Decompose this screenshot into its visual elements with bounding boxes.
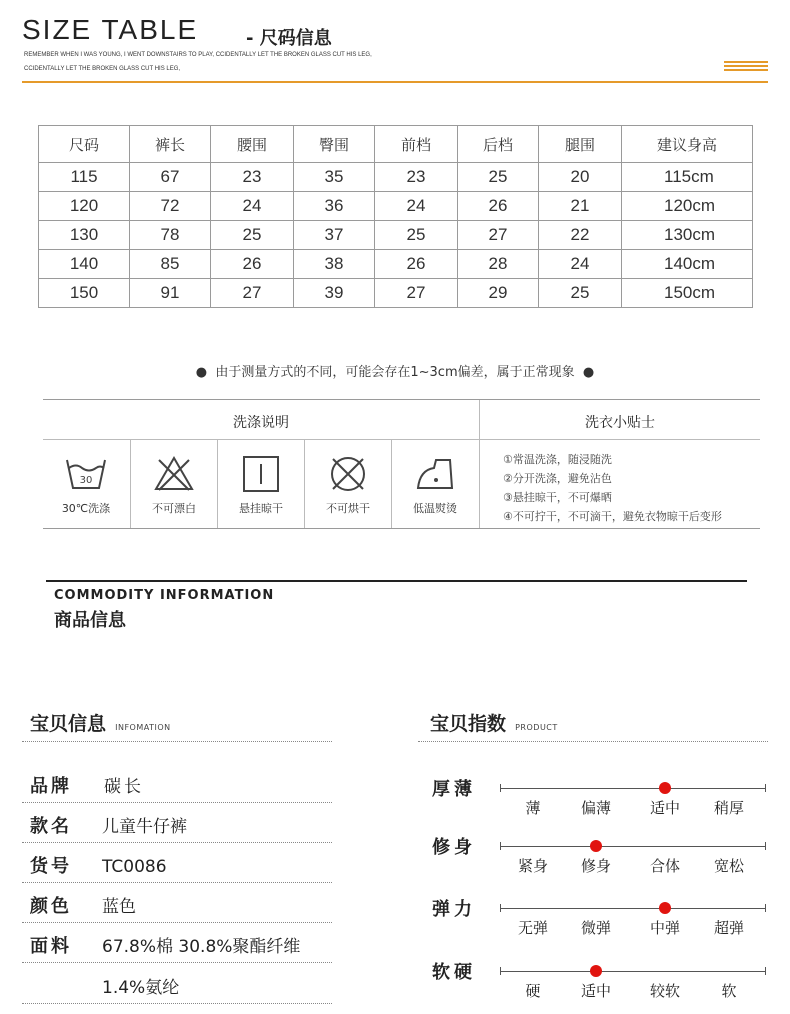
info-row-name bbox=[30, 812, 187, 838]
wash-icon-cell bbox=[43, 446, 129, 526]
wash-icon-label: 悬挂晾干 bbox=[239, 502, 283, 515]
info-row-color bbox=[30, 892, 136, 918]
header-cell: 裤长 bbox=[130, 126, 211, 163]
header-stripes bbox=[724, 61, 768, 73]
cell: 25 bbox=[375, 221, 458, 250]
index-option: 硬 bbox=[525, 982, 541, 1000]
cell: 25 bbox=[539, 279, 622, 308]
scale-tick bbox=[500, 904, 501, 912]
bullet-icon: ● bbox=[195, 365, 208, 380]
cell: 36 bbox=[294, 192, 375, 221]
index-option: 软 bbox=[721, 982, 737, 1000]
info-value: 碳长 bbox=[104, 777, 144, 797]
cell: 26 bbox=[375, 250, 458, 279]
cell: 78 bbox=[130, 221, 211, 250]
info-title-en: INFOMATION bbox=[115, 723, 171, 732]
index-scale-line bbox=[500, 788, 765, 789]
cell: 23 bbox=[375, 163, 458, 192]
wash-icon-label: 30℃洗涤 bbox=[61, 502, 111, 515]
index-option: 合体 bbox=[649, 857, 680, 875]
info-key: 款名 bbox=[30, 816, 72, 837]
cell: 67 bbox=[130, 163, 211, 192]
index-label: 软硬 bbox=[432, 962, 476, 983]
cell: 23 bbox=[211, 163, 294, 192]
cell: 130 bbox=[39, 221, 130, 250]
info-key: 颜色 bbox=[30, 896, 72, 917]
info-key: 货号 bbox=[30, 856, 72, 877]
divider bbox=[418, 741, 768, 742]
index-label: 厚薄 bbox=[432, 779, 476, 800]
index-scale-line bbox=[500, 908, 765, 909]
header-subtitle-2: CCIDENTALLY LET THE BROKEN GLASS CUT HIS LEG, bbox=[24, 66, 181, 72]
cell: 120 bbox=[39, 192, 130, 221]
table-row bbox=[39, 192, 753, 221]
no-tumble-dry-icon bbox=[325, 454, 371, 494]
index-label: 修身 bbox=[432, 837, 476, 858]
wash-icon-label: 低温熨烫 bbox=[413, 502, 457, 515]
cell: 24 bbox=[539, 250, 622, 279]
table-row bbox=[39, 250, 753, 279]
cell: 140 bbox=[39, 250, 130, 279]
cell: 27 bbox=[375, 279, 458, 308]
cell: 39 bbox=[294, 279, 375, 308]
low-iron-icon bbox=[412, 454, 458, 494]
info-value: 蓝色 bbox=[102, 897, 136, 917]
index-option: 薄 bbox=[525, 799, 541, 817]
wash-table bbox=[43, 399, 760, 529]
index-option: 偏薄 bbox=[580, 799, 611, 817]
index-scale-line bbox=[500, 971, 765, 972]
divider bbox=[22, 1003, 332, 1004]
cell: 26 bbox=[211, 250, 294, 279]
cell: 35 bbox=[294, 163, 375, 192]
wash-tips-title: 洗衣小贴士 bbox=[585, 415, 655, 431]
cell: 21 bbox=[539, 192, 622, 221]
wash-tips-list bbox=[503, 450, 722, 526]
wash-icon-cell bbox=[305, 446, 391, 526]
commodity-title-cn: 商品信息 bbox=[54, 610, 126, 631]
wash-icon-cell bbox=[218, 446, 304, 526]
info-row-brand bbox=[30, 772, 144, 798]
cell: 27 bbox=[211, 279, 294, 308]
table-row bbox=[39, 221, 753, 250]
cell: 25 bbox=[458, 163, 539, 192]
cell: 29 bbox=[458, 279, 539, 308]
index-option: 宽松 bbox=[713, 857, 744, 875]
header-cell: 后档 bbox=[458, 126, 539, 163]
tub-temperature: 30 bbox=[79, 475, 93, 486]
header-cell: 腿围 bbox=[539, 126, 622, 163]
header-cell: 腰围 bbox=[211, 126, 294, 163]
divider bbox=[43, 439, 760, 440]
cell: 72 bbox=[130, 192, 211, 221]
divider bbox=[22, 882, 332, 883]
scale-tick bbox=[765, 904, 766, 912]
cell: 22 bbox=[539, 221, 622, 250]
info-row-sku bbox=[30, 852, 167, 878]
index-selected-marker bbox=[590, 840, 602, 852]
divider bbox=[22, 802, 332, 803]
index-option: 超弹 bbox=[713, 919, 744, 937]
cell: 20 bbox=[539, 163, 622, 192]
wash-instructions-title: 洗涤说明 bbox=[233, 415, 289, 431]
info-key: 面料 bbox=[30, 936, 72, 957]
page-title: SIZE TABLE bbox=[22, 14, 199, 45]
index-selected-marker bbox=[659, 902, 671, 914]
cell: 120cm bbox=[622, 192, 753, 221]
cell: 130cm bbox=[622, 221, 753, 250]
index-option: 紧身 bbox=[517, 857, 548, 875]
wash-icon-cell bbox=[131, 446, 217, 526]
table-row bbox=[39, 163, 753, 192]
header-cell: 前档 bbox=[375, 126, 458, 163]
cell: 24 bbox=[211, 192, 294, 221]
scale-tick bbox=[500, 842, 501, 850]
cell: 85 bbox=[130, 250, 211, 279]
cell: 26 bbox=[458, 192, 539, 221]
index-option: 适中 bbox=[649, 799, 680, 817]
index-title-en: PRODUCT bbox=[515, 723, 558, 732]
index-option: 无弹 bbox=[517, 919, 548, 937]
index-section-header bbox=[430, 709, 558, 736]
commodity-title-en: COMMODITY INFORMATION bbox=[54, 588, 275, 603]
divider bbox=[22, 842, 332, 843]
info-row-fabric bbox=[30, 932, 300, 958]
list-item: ③悬挂晾干，不可爆晒 bbox=[503, 491, 612, 504]
bullet-icon: ● bbox=[582, 365, 595, 380]
index-option: 稍厚 bbox=[713, 799, 744, 817]
cell: 115 bbox=[39, 163, 130, 192]
header-subtitle-1: REMEMBER WHEN I WAS YOUNG, I WENT DOWNSTAIRS TO PLAY, CCIDENTALLY LET THE BROKEN GLASS CUT HIS LEG, bbox=[24, 52, 372, 58]
scale-tick bbox=[500, 967, 501, 975]
info-row-fabric-cont bbox=[30, 973, 179, 998]
cell: 115cm bbox=[622, 163, 753, 192]
wash-icon-cell bbox=[392, 446, 478, 526]
wash-icon-label: 不可漂白 bbox=[152, 502, 196, 515]
divider bbox=[22, 922, 332, 923]
info-title: 宝贝信息 bbox=[30, 713, 107, 735]
index-label: 弹力 bbox=[432, 899, 476, 920]
index-title: 宝贝指数 bbox=[430, 713, 507, 735]
list-item: ④不可拧干，不可滴干，避免衣物晾干后变形 bbox=[503, 510, 722, 523]
index-option: 微弹 bbox=[580, 919, 611, 937]
divider bbox=[22, 962, 332, 963]
index-option: 中弹 bbox=[649, 919, 680, 937]
measurement-note bbox=[0, 361, 790, 380]
scale-tick bbox=[500, 784, 501, 792]
info-value: 67.8%棉 30.8%聚酯纤维 bbox=[102, 937, 301, 957]
info-value: 1.4%氨纶 bbox=[102, 978, 180, 998]
index-selected-marker bbox=[659, 782, 671, 794]
size-table bbox=[38, 125, 753, 308]
list-item: ②分开洗涤，避免沾色 bbox=[503, 472, 612, 485]
info-value: 儿童牛仔裤 bbox=[102, 817, 187, 837]
cell: 38 bbox=[294, 250, 375, 279]
no-bleach-icon bbox=[151, 454, 197, 494]
scale-tick bbox=[765, 784, 766, 792]
info-value: TC0086 bbox=[102, 857, 167, 877]
hang-dry-icon bbox=[238, 454, 284, 494]
cell: 25 bbox=[211, 221, 294, 250]
wash-30-icon bbox=[63, 454, 109, 494]
scale-tick bbox=[765, 842, 766, 850]
index-scale-line bbox=[500, 846, 765, 847]
cell: 140cm bbox=[622, 250, 753, 279]
cell: 28 bbox=[458, 250, 539, 279]
header-cell: 尺码 bbox=[39, 126, 130, 163]
scale-tick bbox=[765, 967, 766, 975]
page-title-cn: - 尺码信息 bbox=[246, 28, 332, 49]
info-key: 品牌 bbox=[30, 776, 72, 797]
divider bbox=[22, 741, 332, 742]
size-table-header bbox=[39, 126, 753, 163]
cell: 91 bbox=[130, 279, 211, 308]
header-divider bbox=[22, 81, 768, 83]
cell: 150 bbox=[39, 279, 130, 308]
wash-icon-label: 不可烘干 bbox=[326, 502, 370, 515]
cell: 27 bbox=[458, 221, 539, 250]
header-cell: 臀围 bbox=[294, 126, 375, 163]
cell: 24 bbox=[375, 192, 458, 221]
note-text: 由于测量方式的不同，可能会存在1~3cm偏差，属于正常现象 bbox=[215, 365, 575, 380]
list-item: ①常温洗涤，随浸随洗 bbox=[503, 453, 612, 466]
index-selected-marker bbox=[590, 965, 602, 977]
cell: 150cm bbox=[622, 279, 753, 308]
index-option: 较软 bbox=[649, 982, 680, 1000]
index-option: 适中 bbox=[580, 982, 611, 1000]
section-divider bbox=[46, 580, 747, 582]
table-row bbox=[39, 279, 753, 308]
index-option: 修身 bbox=[580, 857, 611, 875]
info-section-header bbox=[30, 709, 171, 736]
cell: 37 bbox=[294, 221, 375, 250]
header-cell: 建议身高 bbox=[622, 126, 753, 163]
